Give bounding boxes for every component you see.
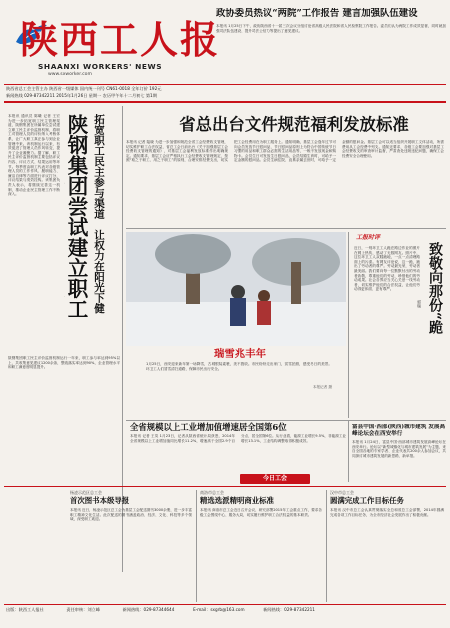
footer [6, 607, 446, 621]
industry-rule [126, 420, 446, 421]
bottom-item-region: 杨凌示范区总工会 [70, 490, 102, 495]
main-story-headline: 省总出台文件规范福利发放标准 [179, 115, 409, 134]
bottom-item-body: 本报讯 商洛市总工会近日召开会议，研究部署2015年工会重点工作，要求各级工会围绕中心、服务大局，切实履行维护职工合法权益的基本职责。 [200, 508, 322, 517]
footer-editor-label: 责任审核： [66, 607, 88, 612]
industry-story-body: 本报讯 记者 王岚 1月23日，记者从陕西省统计局获悉，2014年全省规模以上工业增加值同比增长11.2%，增速高于全国2.9个百分点，居全国第6位。从行业看，能源工业增长9.5%，非能源工业增长13.1%，工业结构调整取得积极成效。 [130, 434, 346, 443]
left-story-body: 本报讯 通讯员 陈曦 记者 王宏 为进一步拓宽职工民主管理渠道，陕钢集团在所属单位尝试建立职工民主评价监督机制，将职工对管理人员的评价纳入考核体系，让广大职工真正参与到企业管理中来。该机制运行以来，有效促进了管理人员作风转变，提升了企业凝聚力。据了解，职工民主评价监督机制主要包括评议内容、评议方式、结果运用等环节。每季度由职工代表对各级管理人员的工作作风、履职能力、廉洁自律等方面进行评议打分，评议结果与绩效挂钩。该集团负责人表示，将继续完善这一机制，推动企业民主管理工作不断深入。 [8, 114, 60, 197]
bottom-rule [4, 486, 446, 487]
commentary-body: 近日，一则环卫工人跪在路边作业的照片在网上热传，感动了无数网友。照片中，这位环卫工人双膝跪地，一点一点清理路面上的污渍。有网友评论说，这一跪，跪出了劳动者的尊严。劳动最光荣，劳动者最美丽。我们要向每一位默默付出的劳动者致敬，尊重他们的劳动，珍惜他们的劳动成果。社会各界应当关心关爱一线劳动者，切实维护他们的合法权益，让他们劳动得更体面、更有尊严。 [354, 246, 420, 292]
footer-email: E-mail：sxgrb@163.com [193, 607, 245, 612]
bottom-item-region: 汉中市总工会 [330, 490, 354, 495]
bottom-divider-2 [326, 490, 327, 602]
snow-photo [126, 232, 346, 346]
photo-story-caption: 1月25日，西安迎来新年第一场降雪，古城银装素裹，美不胜收。市民纷纷走出家门，赏雪拍照，感受冬日的美景。环卫工人们冒雪清扫道路，保障市民出行安全。 [146, 362, 332, 371]
commentary-headline: 致敬向那份“跪 [427, 242, 443, 335]
bottom-item-headline: 首次图书本级导报 [70, 496, 130, 505]
right-story-divider [348, 420, 349, 482]
masthead-double-rule [4, 101, 446, 103]
main-story-rule [126, 228, 446, 229]
footer-publisher: 出版：陕西工人报社 [6, 607, 44, 612]
masthead-info-line: 陕西省总工会主管主办 陕西省一级媒体 国内统一刊号 CN61-0018 全年订价 192元 [6, 86, 162, 91]
footer-phone: 新闻热线：029-87344644 [122, 607, 175, 612]
main-story-body: 本报讯 记者 陆晓 为进一步加强和规范全省工会经费收支管理，切实维护职工合法权益，省总工会日前出台《关于加强基层工会经费收支管理的通知》，对基层工会福利发放标准作出明确规定。通知要求，基层工会应严格执行工会经费收支管理规定，按照“取之于职工、用之于职工”的原则，合理安排经费支出，切实把工会经费用在为职工服务上。通知明确，基层工会逢年过节可向会员发放节日慰问品，节日慰问品原则上为符合中国传统节日习惯的用品和职工群众必需的生活用品等，一般不发放现金和购物卡。会员生日可发放生日慰问品，会员结婚生育时，可给予一定金额的慰问品。会员生病住院、直系亲属去世时，可给予一定金额的慰问金。基层工会可以适当组织开展职工文体活动，所需费用从工会经费中列支。通知还要求，各级工会要加强对基层工会经费收支的审查审计监督，严肃查处违规违纪问题，确保工会经费安全合理使用。 [126, 140, 444, 163]
right-story-body: 本报讯 1月24日，富县中国·西部城市建筑发展高峰论坛在西安举行。论坛以“新型城镇化与城市建筑发展”为主题，来自全国各地的专家学者、企业代表共200余人参加会议，共同探讨城市建筑发展的新思路、新举措。 [352, 440, 446, 458]
photo-story-credit: 本报记者 摄 [312, 385, 332, 389]
bottom-item-3 [330, 490, 446, 602]
bottom-item-body: 本报讯 汉中市总工会认真贯彻落实全总和省总工会部署，2014年圆满完成各项工作目标任务，为全市经济社会发展作出了积极贡献。 [330, 508, 444, 517]
photo-story-headline: 瑞雪兆丰年 [214, 348, 266, 360]
footer-editor: 刘立峰 [87, 607, 100, 612]
bottom-item-headline: 精选选派精明商业标准 [200, 496, 274, 505]
right-story-headline: 富县中国·西部(陕西)城市建筑 发展高峰论坛会在西安举行 [352, 424, 446, 437]
left-story-headline: 陕钢集团尝试建立职工 [64, 114, 88, 319]
commentary-label: 工报时评 [356, 234, 381, 241]
masthead-rule [4, 84, 446, 85]
commentary-divider [348, 232, 349, 418]
bottom-item-headline: 圆满完成工作目标任务 [330, 496, 404, 505]
footer-rule [4, 604, 446, 605]
bottom-item-2 [200, 490, 324, 602]
industry-story-headline: 全省规模以上工业增加值增速居全国第6位 [130, 422, 287, 432]
left-story-continuation: 陕钢集团职工民主评价监督机制运行一年来，职工参与率达到95%以上，共收集意见建议1200余条，整改落实率达到90%，企业管理水平和职工满意度明显提升。 [8, 356, 120, 370]
masthead-url: www.sxworker.com [48, 72, 92, 77]
top-story-headline: 政协委员热议“两院”工作报告 建言加强队伍建设 [216, 8, 418, 19]
today-union-banner-label: 今日工会 [262, 475, 287, 482]
masthead-title: 陕西工人报 [20, 17, 221, 62]
bottom-item-region: 商洛市总工会 [200, 490, 224, 495]
top-story-body: 本报讯 1月25日下午，政协陕西省十一届三次会议分组讨论省高级人民法院和省人民检察院工作报告。委员们认为两院工作成效显著，同时就加强司法队伍建设、提升司法公信力等提出了意见建议。 [216, 24, 446, 33]
bottom-item-body: 本报讯 近日，杨凌示范区总工会为基层工会配送图书3000余册，进一步丰富职工精神文化生活。此次配送的图书涵盖政治、经济、文化、科技等多个领域，深受职工欢迎。 [70, 508, 192, 522]
bottom-divider-1 [196, 490, 197, 602]
today-union-banner [240, 474, 310, 484]
masthead [0, 0, 450, 84]
footer-fax: 新闻热线：029-87342211 [263, 607, 315, 612]
masthead-date-line: 新闻热线 029-87342211 2015年1月26日 星期一 农历甲午年十二月初七 第1期 [6, 93, 157, 98]
masthead-subtitle-en: SHAANXI WORKERS' NEWS [38, 62, 163, 71]
commentary-byline: 郭瑞 [417, 300, 422, 308]
left-story-subheadline: 拓宽职工民主参与渠道 让权力在阳光下健 [93, 114, 105, 314]
bottom-item-1 [70, 490, 194, 602]
